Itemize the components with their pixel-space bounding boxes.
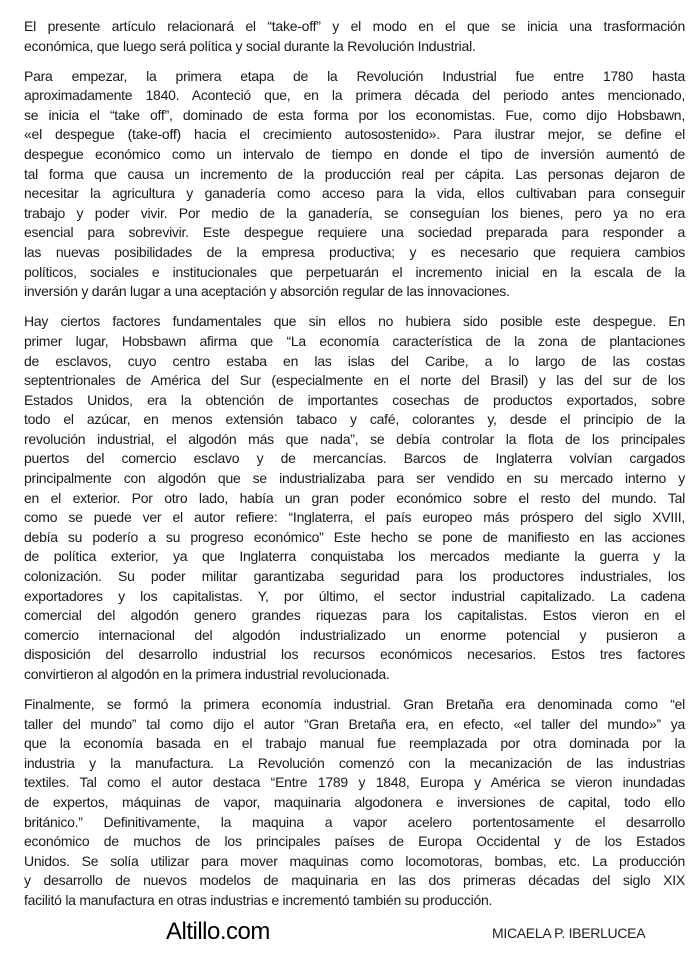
text-line: como se puede ver el autor refiere: “Inglaterra, el país europeo más próspero del siglo XVIII, [24,509,685,526]
text-line: económico de muchos de los principales países de Europa Occidental y de los Estados [24,833,685,850]
site-watermark: Altillo.com [166,918,270,945]
paragraph [24,17,685,56]
text-line: «el despegue (take-off) hacia el crecimiento autosostenido». Para ilustrar mejor, se define el [24,126,685,143]
text-line: y desarrollo de nuevos modelos de maquinaria en las dos primeras décadas del siglo XIX [24,872,685,889]
text-line: que la economía basada en el trabajo manual fue reemplazada por otra dominada por la [24,735,685,752]
text-line: debía su poderío a su progreso económico” Este hecho se pone de manifiesto en las acciones [24,528,685,545]
text-line: disposición del desarrollo industrial los recursos económicos necesarios. Estos tres factores [24,646,685,663]
text-line: exportadores y los capitalistas. Y, por último, el sector industrial capitalizado. La cadena [24,587,685,604]
paragraph [24,695,685,911]
text-line: necesitar la agricultura y ganadería como acceso para la vida, ellos cultivaban para conseguir [24,185,685,202]
text-line: inversión y darán lugar a una aceptación y absorción regular de las innovaciones. [24,283,510,300]
text-line: todo el azúcar, en menos extensión tabaco y café, colorantes y, desde el principio de la [24,411,685,428]
text-line: Estados Unidos, era la obtención de importantes cosechas de productos exportados, sobre [24,391,685,408]
text-line: primer lugar, Hobsbawn afirma que “La economía característica de la zona de plantaciones [24,332,685,349]
text-line: en el exterior. Por otro lado, había un gran poder económico sobre el resto del mundo. Tal [24,489,685,506]
text-line: colonización. Su poder militar garantizaba seguridad para los productores industriales, los [24,568,685,585]
text-line: de expertos, máquinas de vapor, maquinaria algodonera e inversiones de capital, todo ello [24,794,685,811]
paragraph [24,312,685,684]
text-line: británico.” Definitivamente, la maquina a vapor acelero portentosamente el desarrollo [24,813,685,830]
text-line: aproximadamente 1840. Aconteció que, en la primera década del periodo antes mencionado, [24,87,685,104]
text-line: revolución industrial, el algodón más que nada”, se debía controlar la flota de los principales [24,430,685,447]
document-body [24,17,685,921]
text-line: comercio internacional del algodón industrializado un enorme potencial y pusieron a [24,626,685,643]
text-line: taller del mundo” tal como dijo el autor “Gran Bretaña era, en efecto, «el taller del mundo»” ya [24,715,685,732]
text-line: textiles. Tal como el autor destaca “Entre 1789 y 1848, Europa y América se vieron inundadas [24,774,685,791]
text-line: septentrionales de América del Sur (especialmente en el norte del Brasil) y las del sur de los [24,372,685,389]
text-line: Finalmente, se formó la primera economía industrial. Gran Bretaña era denominada como “el [24,696,685,713]
text-line: económica, que luego será política y social durante la Revolución Industrial. [24,37,476,54]
text-line: despegue económico como un intervalo de tiempo en donde el tipo de inversión aumentó de [24,146,685,163]
text-line: se inicia el “take off”, dominado de esta forma por los economistas. Fue, como dijo Hobsbawn, [24,106,685,123]
paragraph [24,67,685,302]
text-line: Para empezar, la primera etapa de la Revolución Industrial fue entre 1780 hasta [24,67,685,84]
text-line: políticos, sociales e institucionales que perpetuarán el incremento inicial en la escala de la [24,263,685,280]
text-line: de política exterior, ya que Inglaterra conquistaba los mercados mediante la guerra y la [24,548,685,565]
text-line: El presente artículo relacionará el “take-off” y el modo en el que se inicia una trasformación [24,18,685,34]
text-line: de esclavos, cuyo centro estaba en las islas del Caribe, a lo largo de las costas [24,352,685,369]
text-line: comercial del algodón genero grandes riquezas para los capitalistas. Estos vieron en el [24,607,685,624]
text-line: Hay ciertos factores fundamentales que sin ellos no hubiera sido posible este despegue. En [24,313,685,330]
text-line: principalmente con algodón que se industrializaba para ser vendido en su mercado interno y [24,470,685,487]
text-line: tal forma que causa un incremento de la producción real per cápita. Las personas dejaron de [24,165,685,182]
text-line: puertos del comercio esclavo y de mercancías. Barcos de Inglaterra volvían cargados [24,450,685,467]
author-name: MICAELA P. IBERLUCEA [492,925,646,941]
text-line: industria y la manufactura. La Revolución comenzó con la mecanización de las industrias [24,754,685,771]
text-line: trabajo y poder vivir. Por medio de la ganadería, se conseguían los bienes, pero ya no era [24,204,685,221]
text-line: las nuevas posibilidades de la empresa productiva; y es necesario que requiera cambios [24,244,685,261]
text-line: facilitó la manufactura en otras industrias e incrementó también su producción. [24,892,493,909]
text-line: Unidos. Se solía utilizar para mover maquinas como locomotoras, bombas, etc. La producción [24,852,685,869]
text-line: convirtieron al algodón en la primera industrial revolucionada. [24,666,390,682]
text-line: esencial para sobrevivir. Este despegue requiere una sociedad preparada para responder a [24,224,685,241]
